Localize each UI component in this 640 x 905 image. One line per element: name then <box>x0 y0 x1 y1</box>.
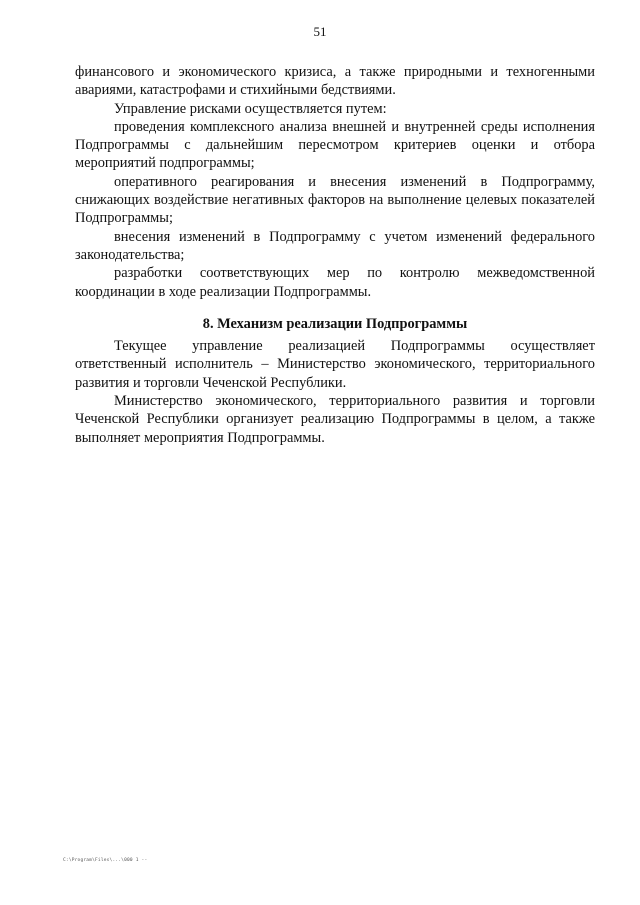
paragraph-continuation: финансового и экономического кризиса, а также природными и техногенными авариями, катастрофами и стихийными бедствиями. <box>75 64 595 99</box>
paragraph-risk-measure-response: оперативного реагирования и внесения изменений в Подпрограмму, снижающих воздействие негативных факторов на выполнение целевых показателей Подпрограммы; <box>75 173 595 227</box>
section-heading: 8. Механизм реализации Подпрограммы <box>202 315 468 332</box>
document-body <box>75 63 595 447</box>
page-number: 51 <box>313 24 327 39</box>
paragraph-risk-measure-analysis: проведения комплексного анализа внешней и внутренней среды исполнения Подпрограммы с дальнейшим пересмотром критериев оценки и отбора мероприятий подпрограммы; <box>75 118 595 172</box>
paragraph-ministry-role: Министерство экономического, территориального развития и торговли Чеченской Республики организует реализацию Подпрограммы в целом, а также выполняет мероприятия Подпрограммы. <box>75 393 595 446</box>
footer-file-path: C:\Program\Files\...\000 1 -- <box>63 858 148 863</box>
paragraph-risk-measure-coordination: разработки соответствующих мер по контролю межведомственной координации в ходе реализации Подпрограммы. <box>75 265 595 300</box>
paragraph-risk-management-intro: Управление рисками осуществляется путем: <box>114 100 387 117</box>
paragraph-current-management: Текущее управление реализацией Подпрограммы осуществляет ответственный исполнитель – Министерство экономического, территориального развития и торговли Чеченской Республики. <box>75 338 595 391</box>
paragraph-risk-measure-legislation: внесения изменений в Подпрограмму с учетом изменений федерального законодательства; <box>75 228 595 263</box>
